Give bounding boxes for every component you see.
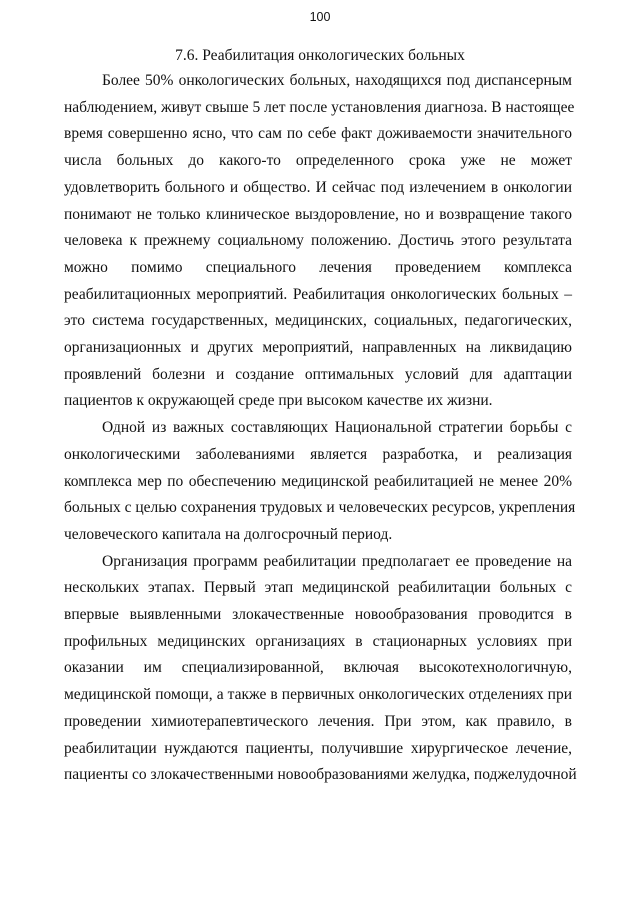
- text-line: впервые выявленными злокачественные новообразования проводится в: [64, 606, 572, 624]
- text-line: Организация программ реабилитации предполагает ее проведение на: [102, 552, 572, 570]
- paragraph-1: [64, 68, 575, 415]
- text-line: наблюдением, живут свыше 5 лет после установления диагноза. В настоящее: [64, 98, 575, 116]
- text-line: пациентов к окружающей среде при высоком качестве их жизни.: [64, 392, 493, 410]
- text-line: понимают не только клиническое выздоровление, но и возвращение такого: [64, 205, 572, 223]
- text-line: это система государственных, медицинских, социальных, педагогических,: [64, 312, 572, 330]
- text-line: профильных медицинских организациях в стационарных условиях при: [64, 632, 572, 650]
- text-line: пациенты со злокачественными новообразованиями желудка, поджелудочной: [64, 766, 577, 784]
- text-line: человека к прежнему социальному положению. Достичь этого результата: [64, 232, 572, 250]
- text-line: время совершенно ясно, что сам по себе факт доживаемости значительного: [64, 125, 572, 143]
- text-line: проведении химиотерапевтического лечения. При этом, как правило, в: [64, 712, 572, 730]
- text-line: онкологическими заболеваниями является разработка, и реализация: [64, 445, 572, 463]
- paragraph-3: [64, 549, 577, 789]
- text-line: числа больных до какого-то определенного срока уже не может: [64, 152, 572, 170]
- paragraph-2: [64, 415, 576, 549]
- text-line: Одной из важных составляющих Национальной стратегии борьбы с: [102, 419, 572, 437]
- text-line: человеческого капитала на долгосрочный период.: [64, 525, 393, 543]
- text-line: реабилитации нуждаются пациенты, получившие хирургическое лечение,: [64, 739, 572, 757]
- text-line: нескольких этапах. Первый этап медицинской реабилитации больных с: [64, 579, 572, 597]
- text-line: оказании им специализированной, включая высокотехнологичную,: [64, 659, 572, 677]
- text-line: удовлетворить больного и общество. И сейчас под излечением в онкологии: [64, 178, 572, 196]
- document-body: [64, 68, 577, 789]
- page-number: 100: [309, 10, 331, 24]
- text-line: Более 50% онкологических больных, находящихся под диспансерным: [102, 72, 572, 89]
- text-line: комплекса мер по обеспечению медицинской реабилитацией не менее 20%: [64, 472, 572, 490]
- section-heading: 7.6. Реабилитация онкологических больных: [175, 47, 465, 64]
- text-line: больных с целью сохранения трудовых и человеческих ресурсов, укрепления: [64, 499, 576, 517]
- text-line: реабилитационных мероприятий. Реабилитация онкологических больных –: [64, 285, 572, 303]
- text-line: проявлений болезни и создание оптимальных условий для адаптации: [64, 365, 572, 383]
- text-line: медицинской помощи, а также в первичных онкологических отделениях при: [64, 686, 572, 704]
- text-line: организационных и других мероприятий, направленных на ликвидацию: [64, 339, 572, 357]
- text-line: можно помимо специального лечения проведением комплекса: [64, 258, 572, 276]
